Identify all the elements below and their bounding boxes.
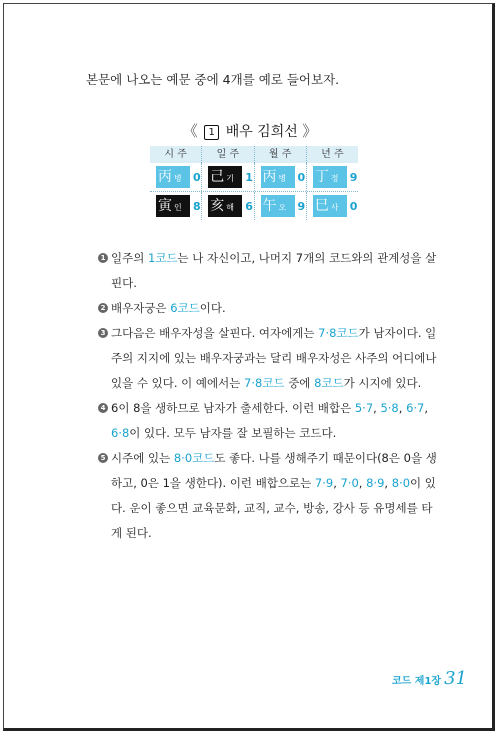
item-text: 중에 <box>284 376 315 390</box>
list-item <box>98 296 438 321</box>
intro-text: 본문에 나오는 예문 중에 4개를 예로 들어보자. <box>86 72 340 87</box>
saju-branch-row <box>150 192 358 220</box>
hanja-glyph: 亥 <box>210 198 225 214</box>
item-text: 이다. <box>199 301 226 315</box>
item-text: 시주에 있는 <box>111 451 174 465</box>
code-number: 9 <box>349 170 358 184</box>
item-text: 이 있다. 운이 좋으면 교육문화, 교직, 교수, 방송, 강사 등 유명세를 타게 된다. <box>111 476 436 540</box>
hanja-reading: 해 <box>226 203 234 212</box>
hanja-reading: 병 <box>174 174 182 183</box>
highlighted-code: 5·8 <box>380 401 399 415</box>
saju-cell <box>255 163 307 191</box>
item-text: 가 시지에 있다. <box>343 376 422 390</box>
hanja-glyph: 寅 <box>158 198 172 214</box>
header-month: 월 주 <box>255 146 307 163</box>
code-number: 0 <box>193 170 201 184</box>
caption-title: 배우 김희선 <box>225 124 298 140</box>
code-number: 8 <box>193 199 201 213</box>
code-number: 0 <box>349 199 358 213</box>
hanja-char <box>313 195 347 217</box>
highlighted-code: 7·8코드 <box>244 376 285 390</box>
highlighted-code: 7·0 <box>340 476 359 490</box>
hanja-reading: 병 <box>278 174 287 183</box>
header-hour: 시 주 <box>150 146 202 163</box>
saju-cell <box>307 192 358 220</box>
item-number-badge: 1 <box>98 253 108 263</box>
page-footer <box>392 668 467 689</box>
saju-table <box>150 146 358 220</box>
saju-cell <box>307 163 358 191</box>
code-number: 6 <box>245 199 253 213</box>
code-number: 0 <box>297 170 306 184</box>
code-number: 9 <box>297 199 306 213</box>
saju-stem-row <box>150 163 358 192</box>
code-number: 1 <box>245 170 253 184</box>
item-text: 배우자궁은 <box>111 301 171 315</box>
highlighted-code: 6·7 <box>406 401 425 415</box>
saju-cell <box>255 192 307 220</box>
item-text: , <box>358 476 367 490</box>
hanja-char <box>156 195 190 217</box>
hanja-glyph: 己 <box>210 169 225 185</box>
hanja-reading: 사 <box>330 203 339 212</box>
hanja-glyph: 丙 <box>158 169 172 185</box>
highlighted-code: 8·0 <box>391 476 411 490</box>
highlighted-code: 8·0코드 <box>173 451 215 465</box>
highlighted-code: 7·8코드 <box>318 326 359 340</box>
saju-cell <box>202 192 254 220</box>
item-text: 는 나 자신이고, 나머지 7개의 코드와의 관계성을 살핀다. <box>111 251 437 290</box>
list-item <box>98 321 438 396</box>
highlighted-code: 8코드 <box>314 376 344 390</box>
item-text: , <box>424 401 429 415</box>
item-number-badge: 5 <box>98 453 108 463</box>
item-number-badge: 3 <box>98 328 108 338</box>
header-year: 년 주 <box>321 149 344 160</box>
footer-chapter: 코드 제1장 <box>392 676 442 687</box>
item-number-badge: 4 <box>98 403 108 413</box>
highlighted-code: 5·7 <box>354 401 374 415</box>
example-caption <box>0 120 500 141</box>
caption-close-bracket: 》 <box>302 122 318 140</box>
item-text: 이 있다. 모두 남자를 잘 보필하는 코드다. <box>129 426 337 440</box>
saju-cell <box>150 192 202 220</box>
item-text: 도 좋다. 나를 생해주기 때문이다(8은 0을 생하고, 0은 1을 생한다). 이런 배합으로는 <box>111 451 437 490</box>
caption-number-badge: 1 <box>204 125 219 140</box>
hanja-char <box>208 166 242 188</box>
list-item <box>98 246 438 296</box>
hanja-reading: 기 <box>226 174 234 183</box>
saju-cell <box>150 163 202 191</box>
hanja-char <box>208 195 242 217</box>
list-item <box>98 396 438 446</box>
hanja-glyph: 丙 <box>262 169 277 185</box>
hanja-char <box>261 166 295 188</box>
highlighted-code: 6·8 <box>111 426 130 440</box>
item-text: , <box>373 401 381 415</box>
saju-header-row <box>150 146 358 163</box>
hanja-reading: 인 <box>174 203 182 212</box>
highlighted-code: 8·9 <box>366 476 385 490</box>
page-number: 31 <box>444 668 467 689</box>
item-text: , <box>333 476 341 490</box>
highlighted-code: 1코드 <box>147 251 178 265</box>
hanja-char <box>261 195 295 217</box>
item-text: 가 남자이다. 일주의 지지에 있는 배우자궁과는 달리 배우자성은 사주의 어디에나 있을 수 있다. 이 예에서는 <box>111 326 437 390</box>
item-text: 그다음은 배우자성을 살핀다. 여자에게는 <box>111 326 319 340</box>
hanja-glyph: 午 <box>262 198 277 214</box>
item-text: 일주의 <box>111 251 148 265</box>
hanja-glyph: 巳 <box>314 198 329 214</box>
hanja-char <box>313 166 347 188</box>
list-item <box>98 446 438 546</box>
saju-cell <box>202 163 254 191</box>
item-number-badge: 2 <box>98 303 108 313</box>
highlighted-code: 7·9 <box>314 476 334 490</box>
hanja-reading: 오 <box>278 203 287 212</box>
caption-open-bracket: 《 <box>182 122 198 140</box>
highlighted-code: 6코드 <box>170 301 200 315</box>
item-text: , <box>398 401 407 415</box>
hanja-glyph: 丁 <box>314 169 329 185</box>
hanja-char <box>156 166 190 188</box>
item-text: , <box>384 476 392 490</box>
explanation-list <box>98 246 438 546</box>
hanja-reading: 정 <box>330 174 339 183</box>
header-day: 일 주 <box>202 146 254 163</box>
item-text: 6이 8을 생하므로 남자가 출세한다. 이런 배합은 <box>111 401 355 415</box>
